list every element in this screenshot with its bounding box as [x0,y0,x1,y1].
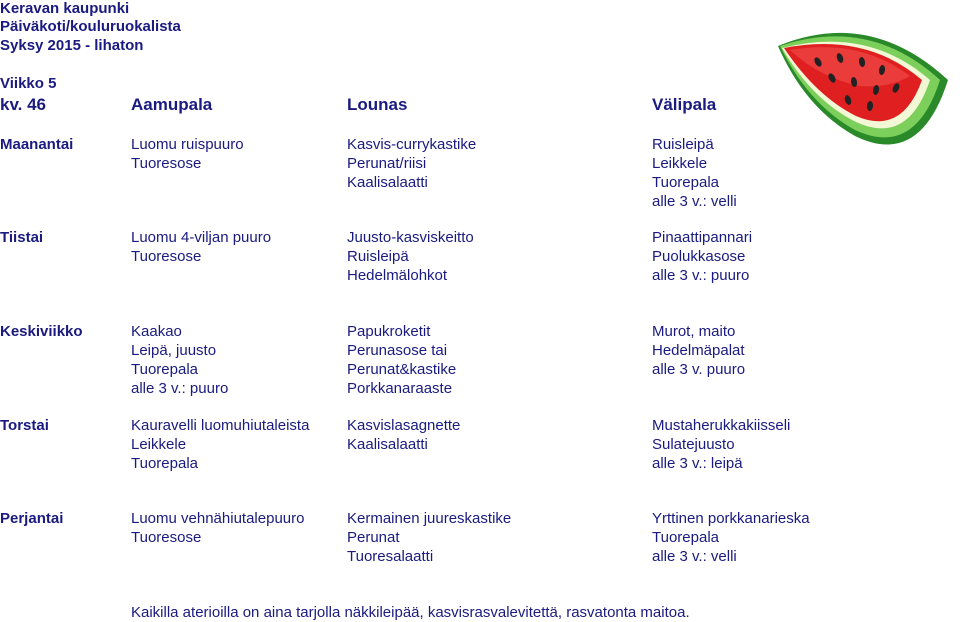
wednesday-lunch-2: Perunasose tai [347,342,448,359]
wednesday-lunch-3: Perunat&kastike [347,361,457,378]
wednesday-snack-2: Hedelmäpalat [652,342,745,359]
tuesday-lunch-3: Hedelmälohkot [347,267,448,284]
wednesday-lunch-1: Papukroketit [347,323,431,340]
tuesday-snack-1: Pinaattipannari [652,229,753,246]
day-wednesday: Keskiviikko [0,323,83,340]
tuesday-breakfast-1: Luomu 4-viljan puuro [131,229,272,246]
wednesday-breakfast-3: Tuorepala [131,361,198,378]
day-tuesday: Tiistai [0,229,44,246]
city-name: Keravan kaupunki [0,0,130,17]
monday-lunch-1: Kasvis-currykastike [347,136,477,153]
thursday-snack-1: Mustaherukkakiisseli [652,417,791,434]
week-label: Viikko 5 [0,75,57,92]
monday-breakfast-1: Luomu ruispuuro [131,136,244,153]
friday-breakfast-2: Tuoresose [131,529,202,546]
thursday-snack-2: Sulatejuusto [652,436,735,453]
column-header-snack: Välipala [652,95,717,114]
footer-note: Kaikilla aterioilla on aina tarjolla näkkileipää, kasvisrasvalevitettä, rasvatonta maitoa. [131,604,690,621]
friday-snack-3: alle 3 v.: velli [652,548,737,565]
menu-type: Päiväkoti/kouluruokalista [0,18,181,35]
thursday-breakfast-3: Tuorepala [131,455,198,472]
wednesday-breakfast-1: Kaakao [131,323,182,340]
friday-breakfast-1: Luomu vehnähiutalepuuro [131,510,305,527]
week-number: kv. 46 [0,95,47,114]
wednesday-breakfast-2: Leipä, juusto [131,342,217,359]
monday-snack-1: Ruisleipä [652,136,714,153]
monday-snack-4: alle 3 v.: velli [652,193,737,210]
day-monday: Maanantai [0,136,74,153]
tuesday-snack-2: Puolukkasose [652,248,746,265]
friday-snack-1: Yrttinen porkkanarieska [652,510,810,527]
wednesday-breakfast-4: alle 3 v.: puuro [131,380,229,397]
friday-lunch-2: Perunat [347,529,400,546]
column-header-lunch: Lounas [347,95,408,114]
day-friday: Perjantai [0,510,64,527]
monday-snack-2: Leikkele [652,155,708,172]
menu-season: Syksy 2015 - lihaton [0,37,144,54]
tuesday-snack-3: alle 3 v.: puuro [652,267,750,284]
column-header-breakfast: Aamupala [131,95,213,114]
monday-snack-3: Tuorepala [652,174,719,191]
monday-lunch-3: Kaalisalaatti [347,174,428,191]
tuesday-lunch-1: Juusto-kasviskeitto [347,229,474,246]
wednesday-snack-3: alle 3 v. puuro [652,361,746,378]
thursday-breakfast-1: Kauravelli luomuhiutaleista [131,417,310,434]
wednesday-snack-1: Murot, maito [652,323,736,340]
watermelon-icon [770,18,960,178]
tuesday-breakfast-2: Tuoresose [131,248,202,265]
wednesday-lunch-4: Porkkanaraaste [347,380,453,397]
friday-snack-2: Tuorepala [652,529,719,546]
tuesday-lunch-2: Ruisleipä [347,248,409,265]
friday-lunch-1: Kermainen juureskastike [347,510,512,527]
thursday-snack-3: alle 3 v.: leipä [652,455,743,472]
day-thursday: Torstai [0,417,49,434]
monday-breakfast-2: Tuoresose [131,155,202,172]
thursday-lunch-2: Kaalisalaatti [347,436,428,453]
monday-lunch-2: Perunat/riisi [347,155,427,172]
friday-lunch-3: Tuoresalaatti [347,548,434,565]
thursday-breakfast-2: Leikkele [131,436,187,453]
thursday-lunch-1: Kasvislasagnette [347,417,461,434]
